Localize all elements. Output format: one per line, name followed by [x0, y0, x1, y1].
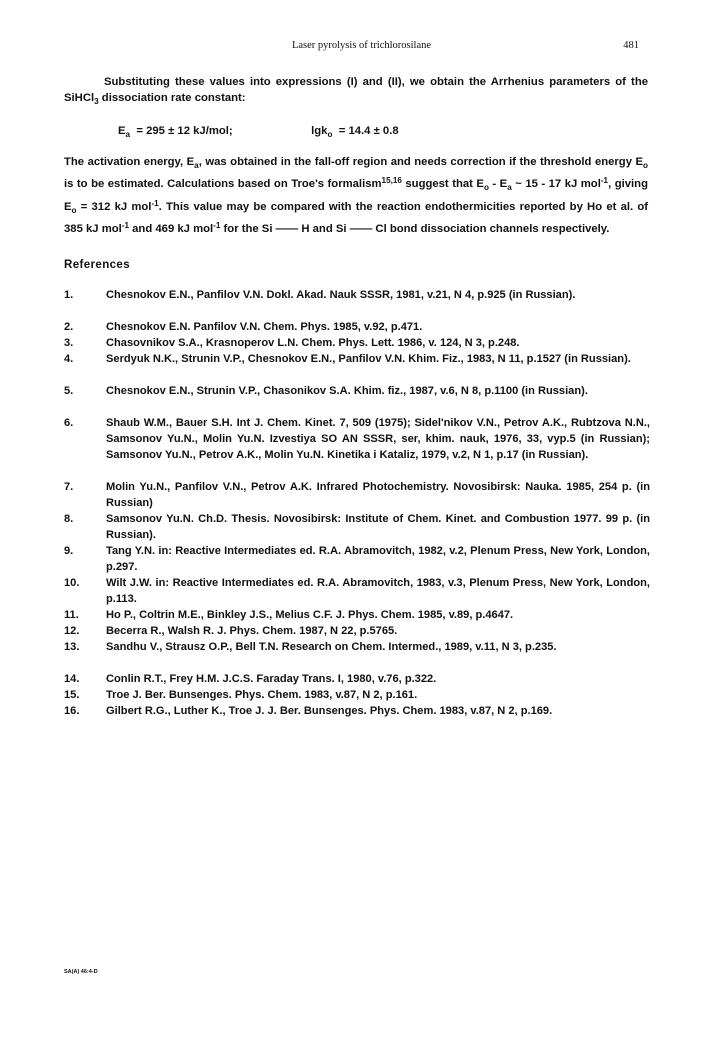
reference-number: 11.	[64, 609, 79, 621]
reference-text: Ho P., Coltrin M.E., Binkley J.S., Melius C.F. J. Phys. Chem. 1985, v.89, p.4647.	[106, 609, 514, 621]
reference-text: Wilt J.W. in: Reactive Intermediates ed. R.A. Abramovitch, 1983, v.3, Plenum Press, New York, London, p.113.	[106, 577, 650, 605]
reference-number: 13.	[64, 641, 80, 653]
superscript: -1	[151, 198, 159, 208]
running-title: Laser pyrolysis of trichlorosilane	[291, 40, 432, 51]
ea-value: = 295 ± 12 kJ/mol;	[136, 125, 233, 137]
reference-text: Samsonov Yu.N. Ch.D. Thesis. Novosibirsk: Institute of Chem. Kinet. and Combustion 1977. 99 p. (in Russian).	[106, 513, 650, 541]
ea-subscript: a	[125, 129, 131, 139]
citation-superscript: 15,16	[381, 176, 402, 186]
reference-number: 10.	[64, 577, 80, 589]
reference-text: Chesnokov E.N. Panfilov V.N. Chem. Phys. 1985, v.92, p.471.	[106, 321, 423, 333]
reference-text: Chesnokov E.N., Panfilov V.N. Dokl. Akad. Nauk SSSR, 1981, v.21, N 4, p.925 (in Russian).	[106, 289, 576, 301]
reference-text: Becerra R., Walsh R. J. Phys. Chem. 1987, N 22, p.5765.	[106, 625, 398, 637]
intro-subscript: 3	[94, 96, 99, 106]
activation-text: - E	[488, 178, 508, 191]
activation-text: , was obtained in the fall-off region and needs correction if the threshold energy E	[198, 156, 644, 168]
reference-text: Tang Y.N. in: Reactive Intermediates ed. R.A. Abramovitch, 1982, v.2, Plenum Press, New York, London, p.297.	[106, 545, 650, 573]
reference-number: 8.	[64, 513, 74, 525]
reference-number: 14.	[64, 673, 80, 685]
reference-text: Molin Yu.N., Panfilov V.N., Petrov A.K. Infrared Photochemistry. Novosibirsk: Nauka. 1985, 254 p. (in Russian)	[106, 481, 650, 509]
reference-number: 6.	[64, 417, 74, 429]
reference-text: Chasovnikov S.A., Krasnoperov L.N. Chem. Phys. Lett. 1986, v. 124, N 3, p.248.	[106, 337, 520, 349]
activation-text: ~ 15 - 17 kJ mol	[511, 178, 601, 191]
activation-text: and 469 kJ mol	[129, 223, 214, 236]
subscript: a	[507, 183, 512, 193]
activation-text: is to be estimated. Calculations based on Troe's formalism	[64, 178, 382, 191]
superscript: -1	[121, 221, 130, 231]
reference-text: Troe J. Ber. Bunsenges. Phys. Chem. 1983, v.87, N 2, p.161.	[106, 689, 418, 701]
reference-number: 1.	[64, 289, 74, 301]
intro-text-1: Substituting these values into expressions (I) and (II), we obtain the Arrhenius parameters of the SiHCl	[64, 76, 648, 104]
subscript: o	[71, 205, 77, 215]
arrhenius-equation	[118, 125, 399, 139]
references-heading: References	[64, 259, 131, 271]
reference-text: Chesnokov E.N., Strunin V.P., Chasonikov S.A. Khim. fiz., 1987, v.6, N 8, p.1100 (in Russian).	[106, 385, 588, 397]
superscript: -1	[213, 221, 221, 231]
lgk-subscript: o	[327, 129, 333, 139]
reference-number: 7.	[64, 481, 74, 493]
footer-code: SA(A) 46:4-D	[64, 969, 98, 975]
reference-number: 3.	[64, 337, 74, 349]
reference-text: Conlin R.T., Frey H.M. J.C.S. Faraday Trans. I, 1980, v.76, p.322.	[106, 673, 437, 685]
activation-text: suggest that E	[401, 178, 484, 191]
activation-text: The activation energy, E	[64, 156, 195, 168]
subscript: a	[194, 160, 199, 170]
lgk-value: = 14.4 ± 0.8	[338, 125, 399, 137]
lgk-expression	[311, 125, 398, 139]
subscript: o	[643, 160, 648, 170]
reference-number: 12.	[64, 625, 80, 637]
intro-text-2: dissociation rate constant:	[98, 91, 246, 104]
reference-number: 16.	[64, 705, 80, 717]
reference-text: Serdyuk N.K., Strunin V.P., Chesnokov E.N., Panfilov V.N. Khim. Fiz., 1983, N 11, p.1527 (in Russian).	[106, 353, 631, 365]
ea-symbol: E	[118, 125, 126, 137]
ea-expression	[118, 125, 308, 139]
reference-text: Shaub W.M., Bauer S.H. Int J. Chem. Kinet. 7, 509 (1975); Sidel'nikov V.N., Petrov A.K., Rubtzova N.N., Samsonov Yu.N., Molin Yu.N. Izvestiya SO AN SSSR, ser, khim. nauk, 1976, 33, vyp.5 (in Russian); Samsonov Yu.N., Petrov A.K., Molin Yu.N. Kinetika i Kataliz, 1979, v.2, N 1, p.17 (in Russian).	[106, 417, 650, 461]
lgk-symbol: lgk	[311, 125, 328, 137]
activation-paragraph	[64, 155, 648, 238]
intro-paragraph	[64, 75, 648, 109]
reference-text: Gilbert R.G., Luther K., Troe J. J. Ber. Bunsenges. Phys. Chem. 1983, v.87, N 2, p.169.	[106, 705, 553, 717]
reference-text: Sandhu V., Strausz O.P., Bell T.N. Research on Chem. Intermed., 1989, v.11, N 3, p.235.	[106, 641, 557, 653]
reference-number: 5.	[64, 385, 74, 397]
reference-number: 9.	[64, 545, 74, 557]
activation-text: , giving E	[64, 178, 648, 213]
reference-number: 15.	[64, 689, 80, 701]
superscript: -1	[600, 176, 609, 186]
activation-text: = 312 kJ mol	[76, 200, 152, 213]
running-header	[0, 40, 723, 56]
subscript: o	[483, 183, 489, 193]
reference-number: 4.	[64, 353, 74, 365]
reference-number: 2.	[64, 321, 74, 333]
page-number: 481	[623, 40, 639, 51]
activation-text: for the Si —— H and Si —— Cl bond dissociation channels respectively.	[220, 223, 610, 236]
activation-text: . This value may be compared with the reaction endothermicities reported by Ho et al. of 385 kJ mol	[64, 200, 648, 236]
